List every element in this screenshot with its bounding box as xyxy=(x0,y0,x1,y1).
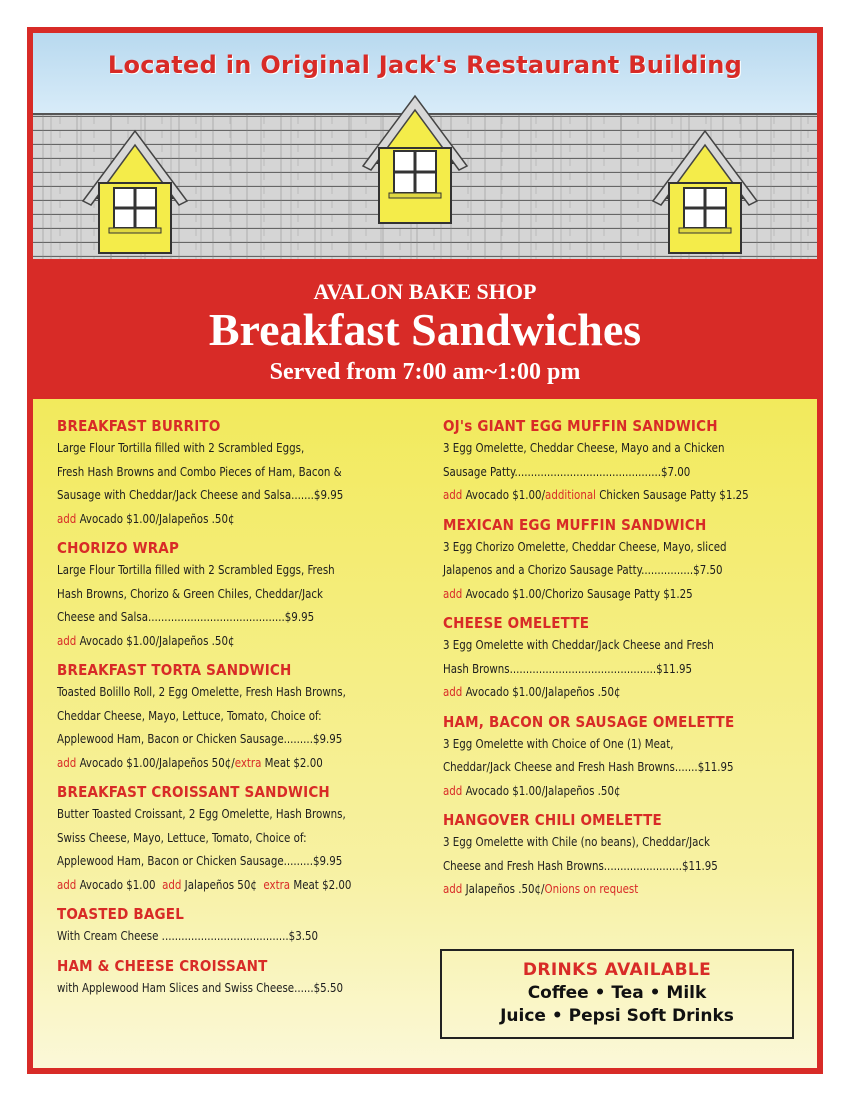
drinks-line: Juice • Pepsi Soft Drinks xyxy=(500,1006,734,1026)
menu-item-description: With Cream Cheese .......................................$3.50 xyxy=(57,928,319,943)
menu-item-description: Sausage Patty.............................................$7.00 xyxy=(443,463,691,479)
menu-item-description: Cheddar/Jack Cheese and Fresh Hash Browns.......$11.95 xyxy=(443,759,734,774)
page-title: Breakfast Sandwiches xyxy=(208,304,642,355)
menu-item-addons xyxy=(57,873,410,897)
addon-segment: add xyxy=(57,754,77,770)
addon-segment: add xyxy=(443,782,463,798)
addon-segment: add xyxy=(443,881,463,896)
addon-segment: Avocado $1.00/Jalapeños 50¢/ xyxy=(76,754,235,770)
menu-item xyxy=(57,905,412,948)
menu-content xyxy=(33,399,817,1068)
menu-item xyxy=(443,516,803,606)
menu-item-description: Applewood Ham, Bacon or Chicken Sausage.........$9.95 xyxy=(57,731,343,746)
menu-item-title: HAM & CHEESE CROISSANT xyxy=(57,956,268,975)
menu-item-description: Large Flour Tortilla filled with 2 Scrambled Eggs, xyxy=(57,440,305,455)
menu-item xyxy=(57,417,412,530)
addon-segment: add xyxy=(443,684,463,699)
menu-item-description: Sausage with Cheddar/Jack Cheese and Salsa.......$9.95 xyxy=(57,487,344,502)
addon-segment: Onions on request xyxy=(544,881,639,896)
addon-segment: add xyxy=(443,487,463,502)
menu-column-left xyxy=(57,417,412,1008)
menu-item-title: BREAKFAST CROISSANT SANDWICH xyxy=(57,783,330,801)
addon-segment: extra xyxy=(263,876,291,892)
menu-item-description: Hash Browns.............................................$11.95 xyxy=(443,660,693,676)
menu-item-addons xyxy=(443,483,801,507)
roof-illustration xyxy=(33,33,817,259)
menu-item xyxy=(443,417,803,507)
menu-item-description: 3 Egg Omelette, Cheddar Cheese, Mayo and a Chicken xyxy=(443,440,725,455)
menu-item-title: MEXICAN EGG MUFFIN SANDWICH xyxy=(443,515,707,534)
menu-item xyxy=(57,661,412,774)
addon-segment: add xyxy=(57,510,77,526)
addon-segment: add xyxy=(162,876,182,892)
menu-item xyxy=(443,713,803,803)
menu-item-title: CHEESE OMELETTE xyxy=(443,614,590,632)
menu-item-title: BREAKFAST BURRITO xyxy=(57,417,221,435)
menu-item-addons xyxy=(57,751,410,775)
menu-item-description: Jalapenos and a Chorizo Sausage Patty................$7.50 xyxy=(443,562,723,577)
menu-item-description: Hash Browns, Chorizo & Green Chiles, Cheddar/Jack xyxy=(57,585,323,601)
addon-segment: Meat $2.00 xyxy=(261,754,323,770)
menu-item-description: Butter Toasted Croissant, 2 Egg Omelette, Hash Browns, xyxy=(57,806,346,821)
menu-item-description: Large Flour Tortilla filled with 2 Scrambled Eggs, Fresh xyxy=(57,562,335,577)
menu-item xyxy=(57,783,412,896)
addon-segment: add xyxy=(57,632,77,648)
menu-item-addons xyxy=(443,680,801,704)
shop-name: AVALON BAKE SHOP xyxy=(313,279,537,304)
addon-segment: Avocado $1.00/Jalapeños .50¢ xyxy=(76,510,235,526)
addon-segment: add xyxy=(57,876,77,892)
menu-item-description: Cheddar Cheese, Mayo, Lettuce, Tomato, Choice of: xyxy=(57,707,322,723)
addon-segment: Chicken Sausage Patty $1.25 xyxy=(595,487,749,502)
addon-segment: Avocado $1.00/Jalapeños .50¢ xyxy=(76,632,235,648)
serving-hours: Served from 7:00 am~1:00 pm xyxy=(269,359,581,385)
menu-item-description: Cheese and Fresh Hash Browns........................$11.95 xyxy=(443,857,718,873)
addon-segment: Avocado $1.00/ xyxy=(462,487,546,502)
drinks-title: DRINKS AVAILABLE xyxy=(522,960,712,980)
menu-item xyxy=(57,539,412,652)
menu-item-description: Cheese and Salsa..........................................$9.95 xyxy=(57,609,315,624)
menu-item-title: HAM, BACON OR SAUSAGE OMELETTE xyxy=(443,712,735,731)
addon-segment: Jalapeños 50¢ xyxy=(181,876,264,892)
addon-segment: Jalapeños .50¢/ xyxy=(462,881,545,896)
drinks-line: Coffee • Tea • Milk xyxy=(527,983,707,1003)
addon-segment: Avocado $1.00 xyxy=(76,876,163,892)
menu-item-description: Fresh Hash Browns and Combo Pieces of Ham, Bacon & xyxy=(57,463,342,479)
menu-item-description: with Applewood Ham Slices and Swiss Cheese......$5.50 xyxy=(57,979,344,995)
menu-item xyxy=(57,957,412,1000)
menu-item-description: 3 Egg Omelette with Choice of One (1) Meat, xyxy=(443,735,674,751)
menu-item-description: 3 Egg Chorizo Omelette, Cheddar Cheese, Mayo, sliced xyxy=(443,538,727,554)
menu-item-title: TOASTED BAGEL xyxy=(57,905,184,923)
menu-column-right xyxy=(443,417,803,910)
menu-item-addons xyxy=(443,779,801,803)
addon-segment: Avocado $1.00/Chorizo Sausage Patty $1.25 xyxy=(462,585,693,601)
menu-item-description: Swiss Cheese, Mayo, Lettuce, Tomato, Choice of: xyxy=(57,829,307,845)
menu-item xyxy=(443,811,803,901)
menu-item-title: HANGOVER CHILI OMELETTE xyxy=(443,811,662,829)
menu-item-description: 3 Egg Omelette with Cheddar/Jack Cheese and Fresh xyxy=(443,637,714,652)
addon-segment: extra xyxy=(234,754,262,770)
menu-item-description: Toasted Bolillo Roll, 2 Egg Omelette, Fresh Hash Browns, xyxy=(57,684,346,699)
addon-segment: Meat $2.00 xyxy=(290,876,352,892)
menu-item-addons xyxy=(443,877,801,901)
addon-segment: Avocado $1.00/Jalapeños .50¢ xyxy=(462,684,621,699)
title-band xyxy=(33,259,817,399)
menu-item-addons xyxy=(443,582,801,606)
menu-item-description: Applewood Ham, Bacon or Chicken Sausage.........$9.95 xyxy=(57,853,343,868)
menu-item-title: CHORIZO WRAP xyxy=(57,539,180,557)
menu-item-addons xyxy=(57,629,410,653)
addon-segment: additional xyxy=(545,487,596,502)
tagline: Located in Original Jack's Restaurant Building xyxy=(107,51,743,79)
menu-item-addons xyxy=(57,507,410,531)
menu-item-description: 3 Egg Omelette with Chile (no beans), Cheddar/Jack xyxy=(443,834,710,849)
menu-item-title: BREAKFAST TORTA SANDWICH xyxy=(57,661,292,679)
addon-segment: Avocado $1.00/Jalapeños .50¢ xyxy=(462,782,621,798)
menu-item-title: OJ's GIANT EGG MUFFIN SANDWICH xyxy=(443,417,718,435)
menu-item xyxy=(443,614,803,704)
addon-segment: add xyxy=(443,585,463,601)
drinks-box xyxy=(440,949,794,1039)
